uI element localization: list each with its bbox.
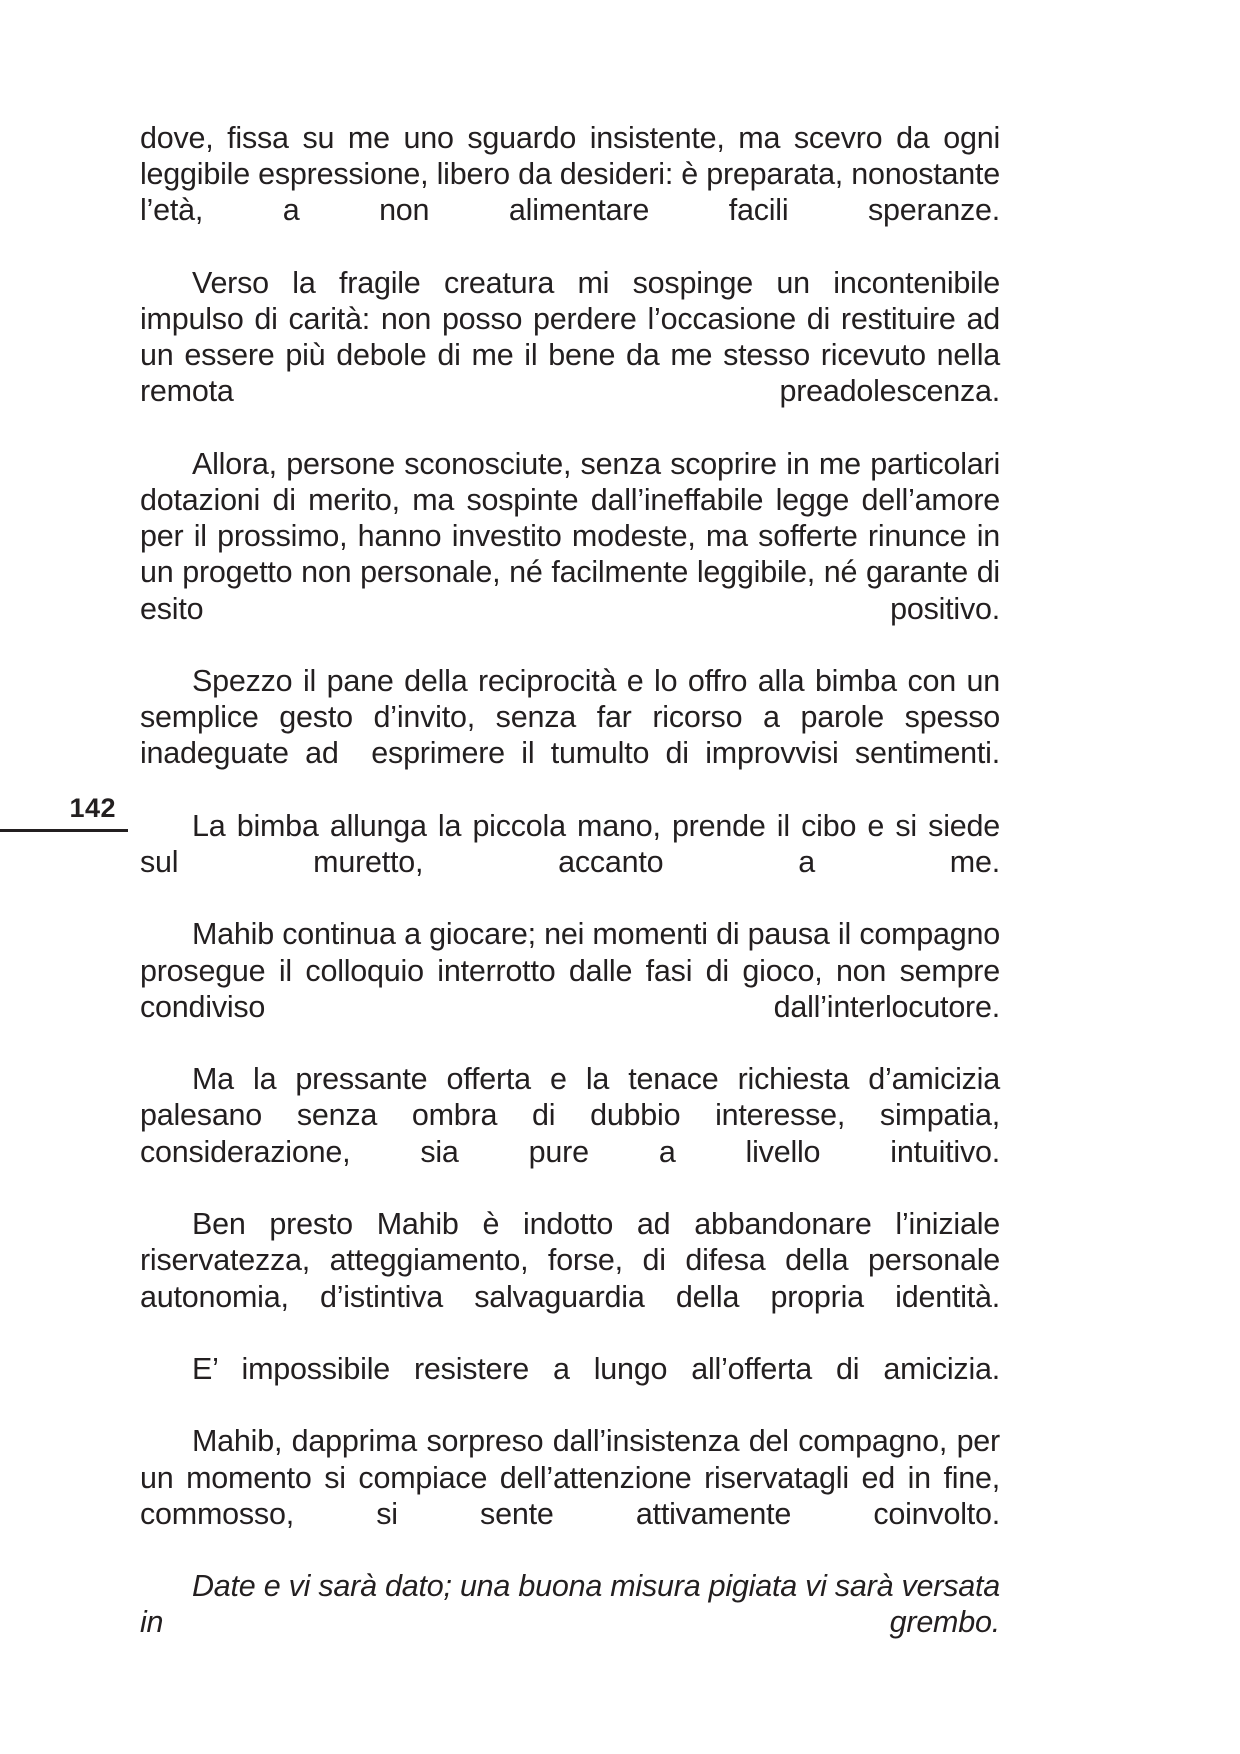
page-folio	[0, 795, 128, 832]
paragraph: E’ impossibile resistere a lungo all’offerta di amicizia.	[192, 1351, 1000, 1386]
paragraph: Mahib continua a giocare; nei momenti di pausa il compagno prosegue il colloquio interrotto dalle fasi di gioco, non sempre condiviso dall’interlocutore.	[140, 917, 1008, 1024]
body-text-column	[140, 120, 1008, 1677]
folio-rule	[0, 829, 128, 832]
paragraph: Ben presto Mahib è indotto ad abbandonare l’iniziale riservatezza, atteggiamento, forse, di difesa della personale autonomia, d’istintiva salvaguardia della propria identità.	[140, 1207, 1008, 1314]
paragraph: Verso la fragile creatura mi sospinge un incontenibile impulso di carità: non posso perdere l’occasione di restituire ad un essere più debole di me il bene da me stesso ricevuto nella remota preadolescenza.	[140, 265, 1008, 409]
paragraph: Mahib, dapprima sorpreso dall’insistenza del compagno, per un momento si compiace dell’attenzione riservatagli ed in fine, commosso, si sente attivamente coinvolto.	[140, 1424, 1008, 1531]
paragraph: Allora, persone sconosciute, senza scoprire in me particolari dotazioni di merito, ma sospinte dall’ineffabile legge dell’amore per il prossimo, hanno investito modeste, ma sofferte rinunce in un progetto non personale, né facilmente leggibile, né garante di esito positivo.	[140, 446, 1008, 626]
paragraph: Spezzo il pane della reciprocità e lo offro alla bimba con un semplice gesto d’invito, senza far ricorso a parole spesso inadeguate ad esprimere il tumulto di improvvisi sentimenti.	[140, 664, 1008, 771]
paragraph: La bimba allunga la piccola mano, prende il cibo e si siede sul muretto, accanto a me.	[140, 808, 1008, 880]
paragraph: dove, fissa su me uno sguardo insistente, ma scevro da ogni leggibile espressione, libero da desideri: è preparata, nonostante l’età, a non alimentare facili speranze.	[140, 121, 1008, 228]
paragraph: Ma la pressante offerta e la tenace richiesta d’amicizia palesano senza ombra di dubbio interesse, simpatia, considerazione, sia pure a livello intuitivo.	[140, 1062, 1008, 1169]
paragraph-scripture-quote: Date e vi sarà dato; una buona misura pigiata vi sarà versata in grembo.	[140, 1569, 1008, 1640]
page-number: 142	[69, 793, 116, 823]
